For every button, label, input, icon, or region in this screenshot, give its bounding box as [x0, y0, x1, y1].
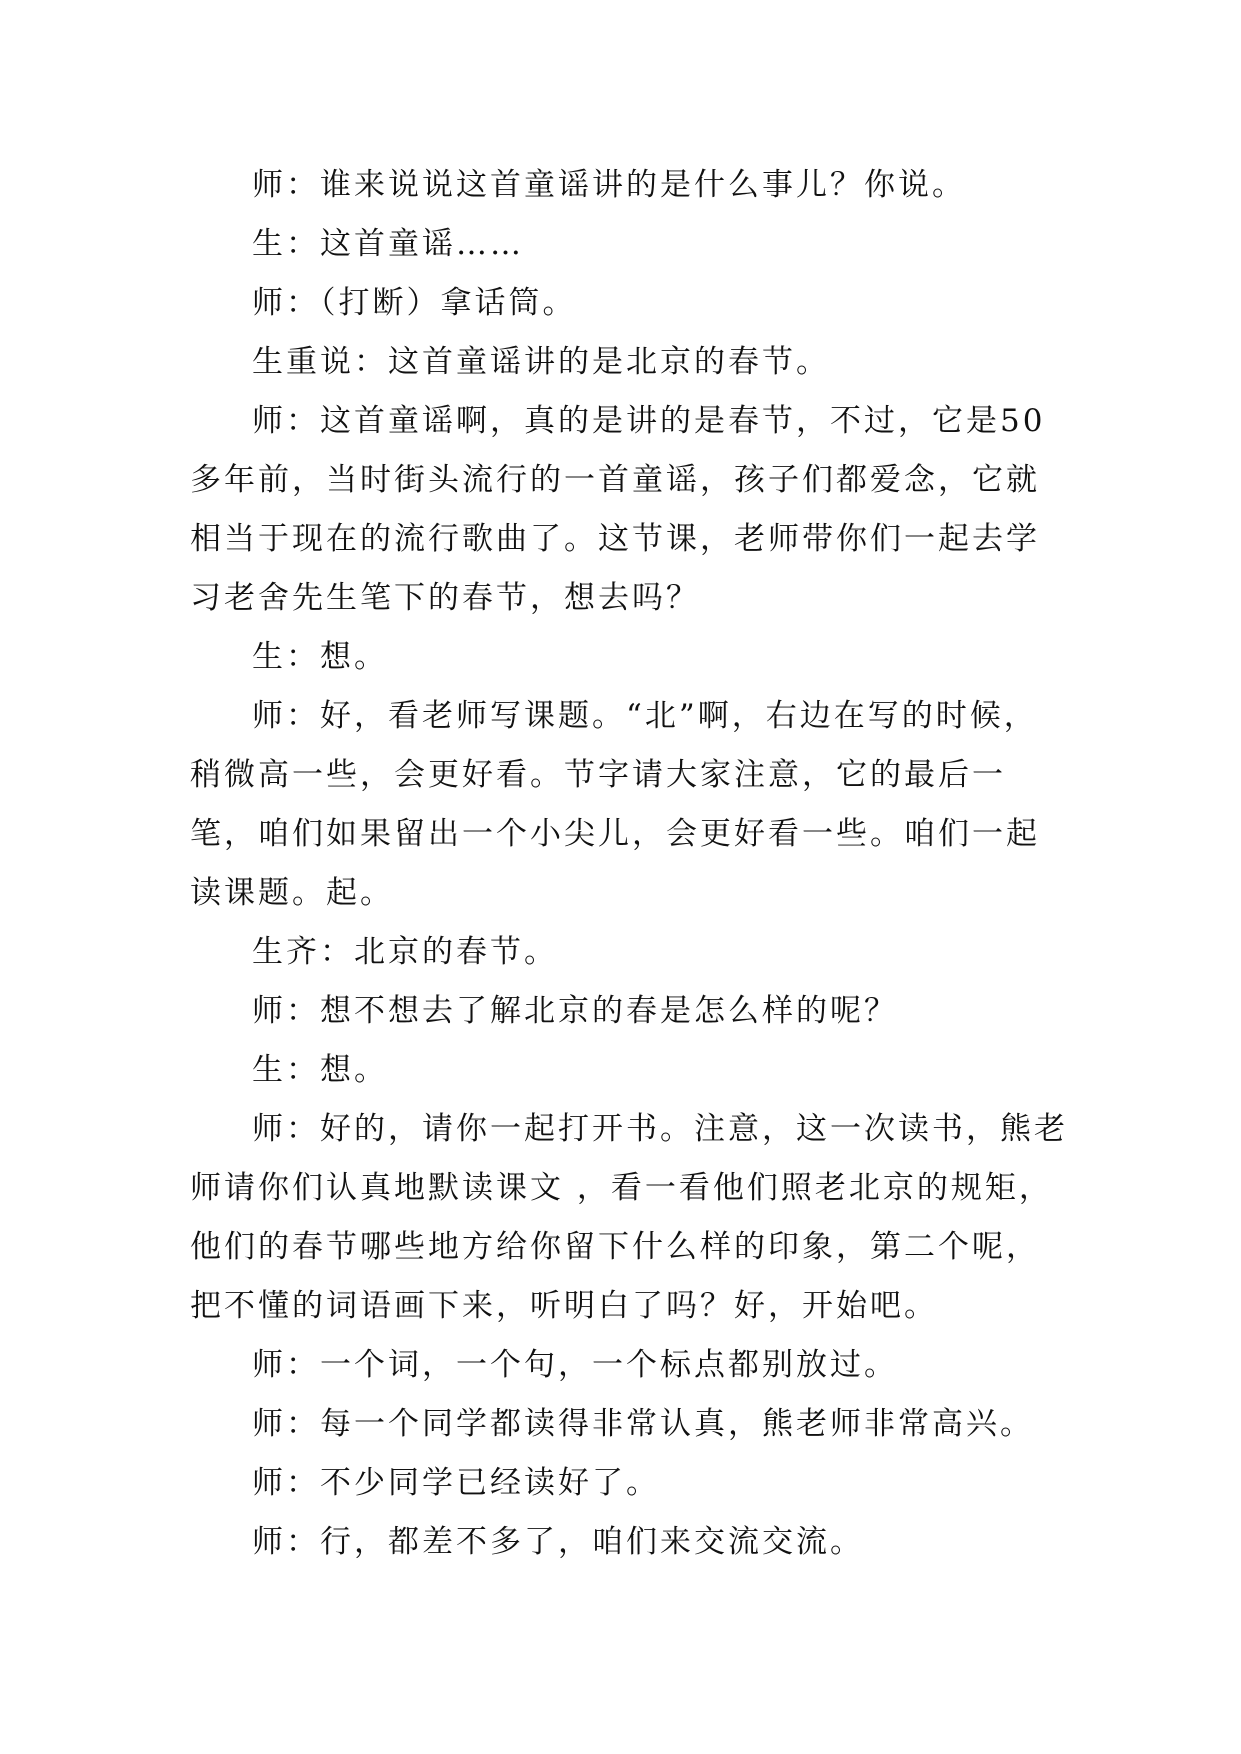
paragraph: 生：这首童谣…… [252, 226, 524, 262]
document-body [190, 156, 1070, 1572]
paragraph: 师：（打断）拿话筒。 [252, 285, 577, 321]
paragraph: 生：想。 [252, 1052, 388, 1088]
paragraph: 师：好，看老师写课题。“北”啊，右边在写的时候，稍微高一些，会更好看。节字请大家注意，它的最后一笔，咱们如果留出一个小尖儿，会更好看一些。咱们一起读课题。起。 [190, 698, 1040, 911]
paragraph: 生齐：北京的春节。 [252, 934, 558, 970]
paragraph: 师：想不想去了解北京的春是怎么样的呢？ [252, 993, 898, 1029]
paragraph: 生：想。 [252, 639, 388, 675]
paragraph: 师：每一个同学都读得非常认真，熊老师非常高兴。 [252, 1406, 1034, 1442]
paragraph: 师：这首童谣啊，真的是讲的是春节，不过，它是50多年前，当时街头流行的一首童谣，孩子们都爱念，它就相当于现在的流行歌曲了。这节课，老师带你们一起去学习老舍先生笔下的春节，想去吗？ [190, 403, 1046, 616]
paragraph: 师：不少同学已经读好了。 [252, 1465, 660, 1501]
paragraph: 师：行，都差不多了，咱们来交流交流。 [252, 1524, 864, 1560]
paragraph: 师：一个词，一个句，一个标点都别放过。 [252, 1347, 898, 1383]
paragraph: 生重说：这首童谣讲的是北京的春节。 [252, 344, 830, 380]
paragraph: 师：谁来说说这首童谣讲的是什么事儿？你说。 [252, 167, 966, 203]
paragraph: 师：好的，请你一起打开书。注意，这一次读书，熊老师请你们认真地默读课文 ，看一看他们照老北京的规矩，他们的春节哪些地方给你留下什么样的印象，第二个呢，把不懂的词语画下来，听明白了吗？好，开始吧。 [190, 1111, 1068, 1324]
